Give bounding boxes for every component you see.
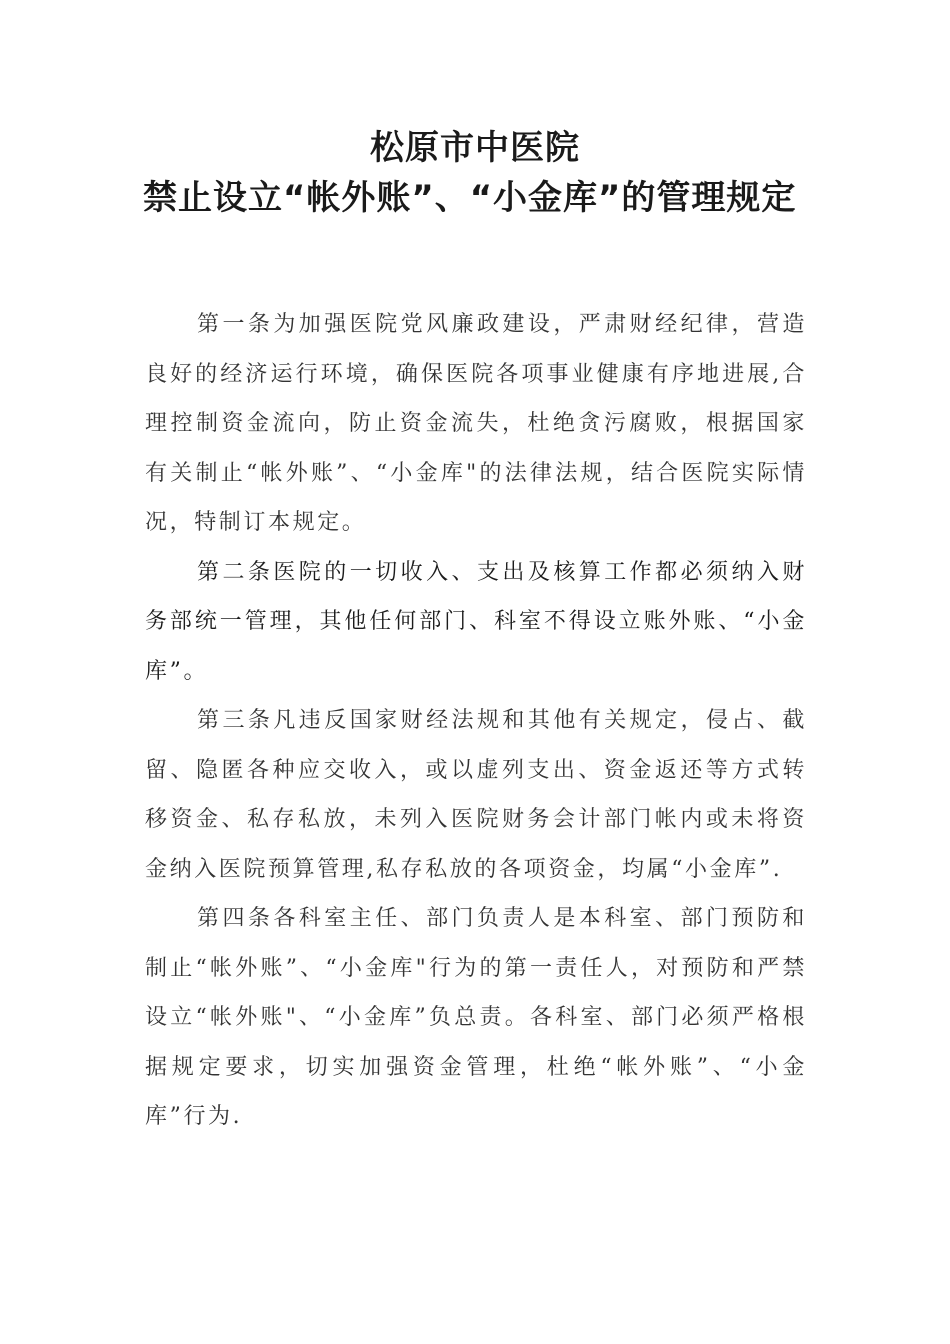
document-title: 松原市中医院 (370, 128, 580, 168)
paragraph-article-1: 第一条为加强医院党风廉政建设，严肃财经纪律，营造良好的经济运行环境，确保医院各项事业健康有序地进展,合理控制资金流向，防止资金流失，杜绝贪污腐败，根据国家有关制止“帐外账”、“小金库"的法律法规，结合医院实际情况，特制订本规定。 (145, 312, 807, 535)
document-subtitle: 禁止设立“帐外账”、“小金库”的管理规定 (143, 178, 797, 218)
paragraph-article-3: 第三条凡违反国家财经法规和其他有关规定，侵占、截留、隐匿各种应交收入，或以虚列支出、资金返还等方式转移资金、私存私放，未列入医院财务会计部门帐内或未将资金纳入医院预算管理,私存私放的各项资金，均属“小金库”. (145, 708, 807, 882)
document-body (145, 300, 807, 1142)
paragraph-article-4: 第四条各科室主任、部门负责人是本科室、部门预防和制止“帐外账”、“小金库"行为的第一责任人，对预防和严禁设立“帐外账"、“小金库”负总责。各科室、部门必须严格根据规定要求，切实加强资金管理，杜绝“帐外账”、“小金库”行为. (145, 906, 807, 1129)
paragraph-article-2: 第二条医院的一切收入、支出及核算工作都必须纳入财务部统一管理，其他任何部门、科室不得设立账外账、“小金库”。 (145, 559, 807, 684)
